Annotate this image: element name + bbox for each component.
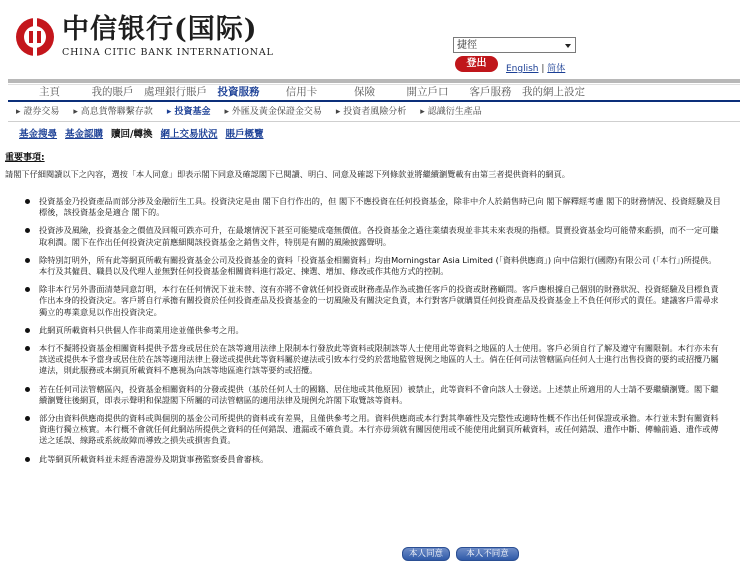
tab-fund-search[interactable]: 基金搜尋 bbox=[19, 129, 58, 140]
lang-separator: | bbox=[541, 64, 545, 74]
list-item bbox=[23, 384, 723, 406]
bullet-icon bbox=[25, 328, 30, 333]
list-item bbox=[23, 196, 723, 218]
bank-name-en: CHINA CITIC BANK INTERNATIONAL bbox=[62, 47, 274, 58]
bullet-icon bbox=[25, 199, 30, 204]
list-item bbox=[23, 343, 723, 377]
subnav-derivatives-label: 認識衍生產品 bbox=[427, 107, 482, 117]
intro-text: 請閣下仔細閱讀以下之內容，選按「本人同意」即表示閣下同意及確認閣下已閱讀、明白、同意及確認下列條款並將繼續瀏覽載有由第三者提供資料的網頁。 bbox=[5, 169, 570, 179]
bullet-icon bbox=[25, 387, 30, 392]
nav-home[interactable]: 主頁 bbox=[39, 86, 60, 98]
bank-name-cn: 中信银行(国际) bbox=[62, 14, 258, 45]
main-nav bbox=[18, 85, 585, 99]
fund-tabs bbox=[19, 129, 272, 141]
nav-investment[interactable]: 投資服務 bbox=[217, 86, 260, 98]
bullet-icon bbox=[25, 258, 30, 263]
terms-list bbox=[23, 196, 723, 472]
subnav-fx-gold-margin[interactable]: ▸ 外匯及黃金保證金交易 bbox=[224, 107, 322, 117]
logo-slot bbox=[33, 18, 37, 56]
english-link[interactable]: English bbox=[506, 64, 539, 74]
bullet-icon bbox=[25, 457, 30, 462]
term-text: 除非本行另外書面清楚同意訂明，本行在任何情況下並未替、沒有亦將不會就任何投資或財務產品作為或擔任客戶的投資或財務顧問。客戶應根據自己個別的財務狀況、投資經驗及目標負責作出本身的投資決定。客戶將自行承擔有關投資於任何投資產品及投資基金的一切風險及有關決定負責，本行對客戶就購買任何投資產品及投資基金上不負任何形式的責任。建議客戶需尋求獨立的專業意見以作出投資決定。 bbox=[39, 284, 719, 317]
subnav-fx-gold-margin-label: 外匯及黃金保證金交易 bbox=[231, 107, 322, 117]
term-text: 投資基金乃投資產品而部分涉及金融衍生工具。投資決定是由 閣下自行作出的，但 閣下不應投資在任何投資基金，除非中介人於銷售時已向 閣下解釋經考慮 閣下的財務情況、投資經驗及目標後，該投資基金是適合 閣下的。 bbox=[39, 196, 721, 218]
header-divider bbox=[8, 79, 740, 83]
logout-button[interactable]: 登出 bbox=[455, 56, 498, 72]
chevron-down-icon bbox=[565, 44, 571, 48]
subnav-currency-deposit-label: 高息貨幣聯繫存款 bbox=[80, 107, 153, 117]
disagree-button[interactable]: 本人不同意 bbox=[456, 547, 519, 561]
bullet-icon bbox=[25, 287, 30, 292]
subnav-risk-profile-label: 投資者風險分析 bbox=[343, 107, 407, 117]
list-item bbox=[23, 284, 723, 318]
section-title: 重要事項: bbox=[5, 153, 45, 163]
tab-account-overview[interactable]: 賬戶概覽 bbox=[225, 129, 264, 140]
list-item bbox=[23, 413, 723, 447]
subnav-securities[interactable]: ▸ 證券交易 bbox=[16, 107, 60, 117]
term-text: 若在任何司法管轄區內，投資基金相關資料的分發或提供（基於任何人士的國籍、居住地或其他原因）被禁止，此等資料不會向該人士發送。上述禁止所適用的人士請不要繼續瀏覽。閣下繼續瀏覽往後網頁，即表示聲明和保證閣下所屬的司法管轄區的適用法律及規例允許閣下取覽該等資料。 bbox=[39, 383, 719, 405]
shortcut-select-value: 捷徑 bbox=[457, 40, 477, 51]
language-links bbox=[506, 61, 565, 74]
term-text: 部分由資料供應商提供的資料或與個別的基金公司所提供的資料或有差異，且僅供參考之用。資料供應商或本行對其準確性及完整性或適時性概不作出任何保證或承擔。本行並未對有關資料資進行獨立核實。本行概不會就任何此網站所提供之資料的任何錯誤、遺漏或不確負責。本行亦毋須就有關因使用或不能使用此網頁所載資料，或任何錯誤、遺作中斷、傳輸前過、遺作或傳送之延誤、線路或系統故障而導致之損失或損害負責。 bbox=[39, 413, 719, 446]
nav-bank-accounts[interactable]: 處理銀行賬戶 bbox=[144, 86, 207, 98]
shortcut-select[interactable] bbox=[453, 37, 576, 53]
nav-insurance[interactable]: 保險 bbox=[354, 86, 375, 98]
subnav-funds[interactable]: ▸ 投資基金 bbox=[166, 107, 211, 117]
list-item bbox=[23, 225, 723, 247]
tab-redeem-switch[interactable]: 贖回/轉換 bbox=[111, 129, 153, 140]
subnav-currency-deposit[interactable]: ▸ 高息貨幣聯繫存款 bbox=[73, 107, 153, 117]
term-text: 除特別訂明外，所有此等網頁所載有關投資基金公司及投資基金的資料「投資基金相關資料」均由Morningstar Asia Limited (「資料供應商」) 向中信銀行(國際)有限公司 (「本行」)所提供。本行及其僱員、職員以及代理人並無對任何投資基金相關資料進行設定、揀選、增加、修改或作其他方式的控制。 bbox=[39, 254, 717, 277]
bullet-icon bbox=[25, 416, 30, 421]
term-text: 本行不擬將投資基金相關資料提供予當身或居住於在該等適用法律上限制本行發放此等資料或限制該等人士使用此等資料之地區的人士使用。客戶必須自行了解及遵守有關限制。本行亦未有該送或提供本予當身或居住於在該等適用法律上發送或提供此等資料屬於違法或引致本行受約於當地監管規例之地區的人士。倘在任何司法管轄區向任何人士進行出售投資的要約或招攬乃屬違法，則此服務或本網頁所載資料不應視為向該等地區進行該等要約或招攬。 bbox=[39, 343, 719, 376]
citic-logo-icon bbox=[16, 18, 54, 56]
subnav-risk-profile[interactable]: ▸ 投資者風險分析 bbox=[335, 107, 407, 117]
nav-online-settings[interactable]: 我的網上設定 bbox=[522, 86, 585, 98]
subnav-derivatives[interactable]: ▸ 認識衍生產品 bbox=[420, 107, 482, 117]
list-item bbox=[23, 255, 723, 277]
nav-my-accounts[interactable]: 我的賬戶 bbox=[91, 86, 134, 98]
list-item bbox=[23, 454, 723, 465]
bullet-icon bbox=[25, 346, 30, 351]
bullet-icon bbox=[25, 228, 30, 233]
sub-nav bbox=[16, 105, 496, 119]
subnav-securities-label: 證券交易 bbox=[23, 107, 60, 117]
nav-credit-card[interactable]: 信用卡 bbox=[285, 86, 318, 98]
agree-button[interactable]: 本人同意 bbox=[402, 547, 450, 561]
list-item bbox=[23, 325, 723, 336]
nav-open-account[interactable]: 開立戶口 bbox=[406, 86, 449, 98]
nav-customer-service[interactable]: 客戶服務 bbox=[469, 86, 512, 98]
simplified-chinese-link[interactable]: 简体 bbox=[547, 64, 566, 74]
term-text: 此網頁所載資料只供個人作非商業用途並僅供參考之用。 bbox=[39, 324, 244, 335]
tab-fund-subscribe[interactable]: 基金認購 bbox=[65, 129, 104, 140]
nav-underline bbox=[8, 100, 740, 102]
term-text: 此等網頁所載資料並未經香港證券及期貨事務監察委員會審核。 bbox=[39, 453, 269, 464]
subnav-underline bbox=[8, 121, 740, 122]
term-text: 投資涉及風險，投資基金之價值及回報可跌亦可升，在最壞情況下甚至可能變成毫無價值。各投資基金之過往業績表現並非其未來表現的指標。買賣投資基金均可能帶來虧損，而不一定可賺取利潤。閣下在作出任何投資決定前應細閱該投資基金之銷售文件，特別是有關的風險披露聲明。 bbox=[39, 225, 719, 247]
tab-online-status[interactable]: 網上交易狀況 bbox=[160, 129, 218, 140]
subnav-funds-label: 投資基金 bbox=[174, 107, 211, 117]
